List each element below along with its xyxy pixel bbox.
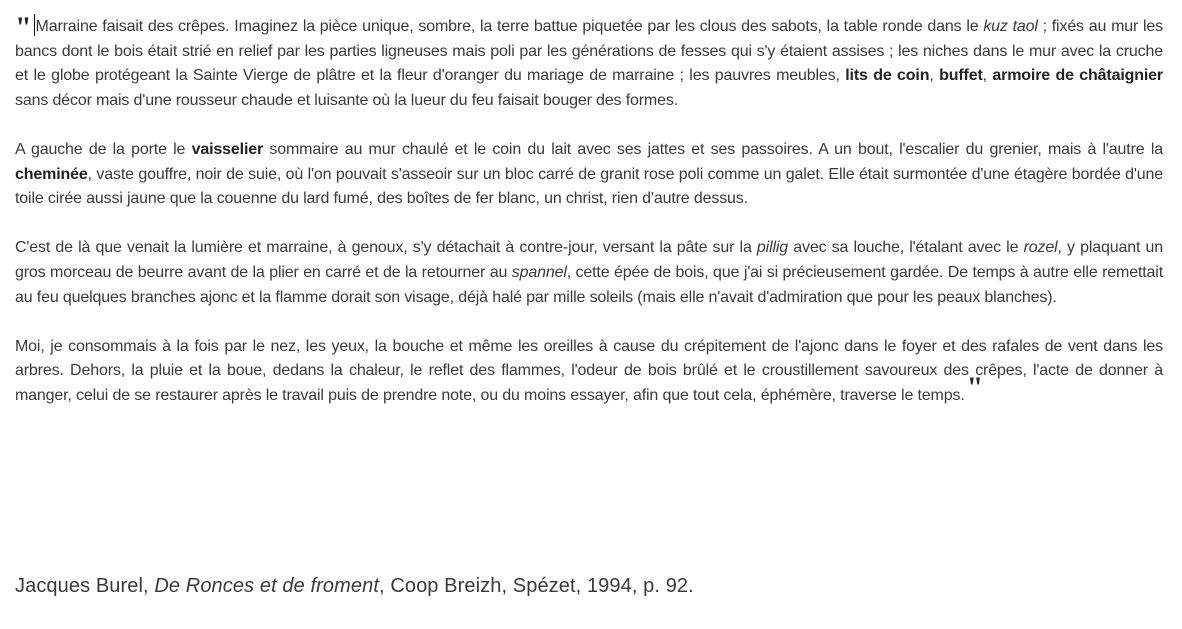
p1-text-c: ,: [929, 67, 940, 85]
p3-term-spannel: spannel: [511, 263, 567, 281]
p1-text-a: Marraine faisait des crêpes. Imaginez la pièce unique, sombre, la terre battue piquetée par les clous des sabots, la table ronde dans le: [35, 18, 984, 35]
p3-text-c: , y plaquant un gros morceau de beurre avant de la plier en carré et de la retourner au: [15, 239, 1163, 281]
p2-term-vaisselier: vaisselier: [191, 140, 264, 158]
p3-term-rozel: rozel: [1023, 239, 1058, 257]
p1-text-d: ,: [982, 67, 993, 85]
p2-text-b: sommaire au mur chaulé et le coin du lait avec ses jattes et ses passoires. A un bout, l'escalier du grenier, mais à l'autre la: [263, 140, 1163, 158]
paragraph-2: [15, 138, 1163, 212]
source-book-title: De Ronces et de froment: [154, 575, 379, 597]
paragraph-4: [15, 335, 1163, 409]
p2-text-a: A gauche de la porte le: [15, 140, 192, 158]
p3-text-b: avec sa louche, l'étalant avec le: [788, 239, 1024, 257]
p1-term-lits-de-coin: lits de coin: [845, 67, 930, 85]
paragraph-1: [15, 11, 1164, 113]
p4-text-a: Moi, je consommais à la fois par le nez, les yeux, la bouche et même les oreilles à cause du crépitement de l'ajonc dans le foyer et des rafales de vent dans les arbres. Dehors, la pluie et la boue, dedans la chaleur, le reflet des flammes, l'odeur de bois brûlé et le croustillement savoureux des crêpes, l'acte de donner à manger, celui de se restaurer après le travail puis de prendre note, ou du moins essayer, afin que tout cela, éphémère, traverse le temps.: [15, 337, 1163, 404]
p3-term-pillig: pillig: [756, 239, 789, 257]
source-publication: , Coop Breizh, Spézet, 1994, p. 92.: [379, 575, 694, 597]
p3-text-a: C'est de là que venait la lumière et marraine, à genoux, s'y détachait à contre-jour, versant la pâte sur la: [15, 239, 757, 257]
p1-term-buffet: buffet: [939, 67, 983, 85]
source-author: Jacques Burel,: [15, 575, 155, 597]
open-quote-mark: ": [15, 11, 32, 44]
p1-text-e: sans décor mais d'une rousseur chaude et luisante où la lueur du feu faisait bouger des formes.: [15, 91, 678, 109]
p3-text-d: , cette épée de bois, que j'ai si précieusement gardée. De temps à autre elle remettait au feu quelques branches ajonc et la flamme dorait son visage, déjà halé par mille soleils (mais elle n'avait d'admiration que pour les peaux blanches).: [15, 263, 1163, 306]
p1-term-armoire: armoire de châtaignier: [992, 67, 1164, 85]
p2-term-cheminee: cheminée: [15, 165, 88, 183]
p1-text-b: ; fixés au mur les bancs dont le bois était strié en relief par les parties ligneuses mais poli par les générations de fesses qui s'y étaient assises ; les niches dans le mur avec la cruche et le globe protégeant la Sainte Vierge de plâtre et la fleur d'oranger du mariage de marraine ; les pauvres meubles,: [15, 18, 1163, 85]
p1-term-kuz-taol: kuz taol: [983, 18, 1038, 35]
paragraph-3: [15, 236, 1163, 310]
quote-block: [15, 11, 1164, 409]
p2-text-c: , vaste gouffre, noir de suie, où l'on pouvait s'asseoir sur un bloc carré de granit rose poli comme un galet. Elle était surmontée d'une étagère bordée d'une toile cirée aussi jaune que la couenne du lard fumé, des boîtes de fer blanc, un christ, rien d'autre dessus.: [15, 165, 1163, 208]
text-cursor: [34, 14, 35, 36]
close-quote-mark: ": [966, 370, 984, 404]
source-citation: [15, 572, 694, 600]
